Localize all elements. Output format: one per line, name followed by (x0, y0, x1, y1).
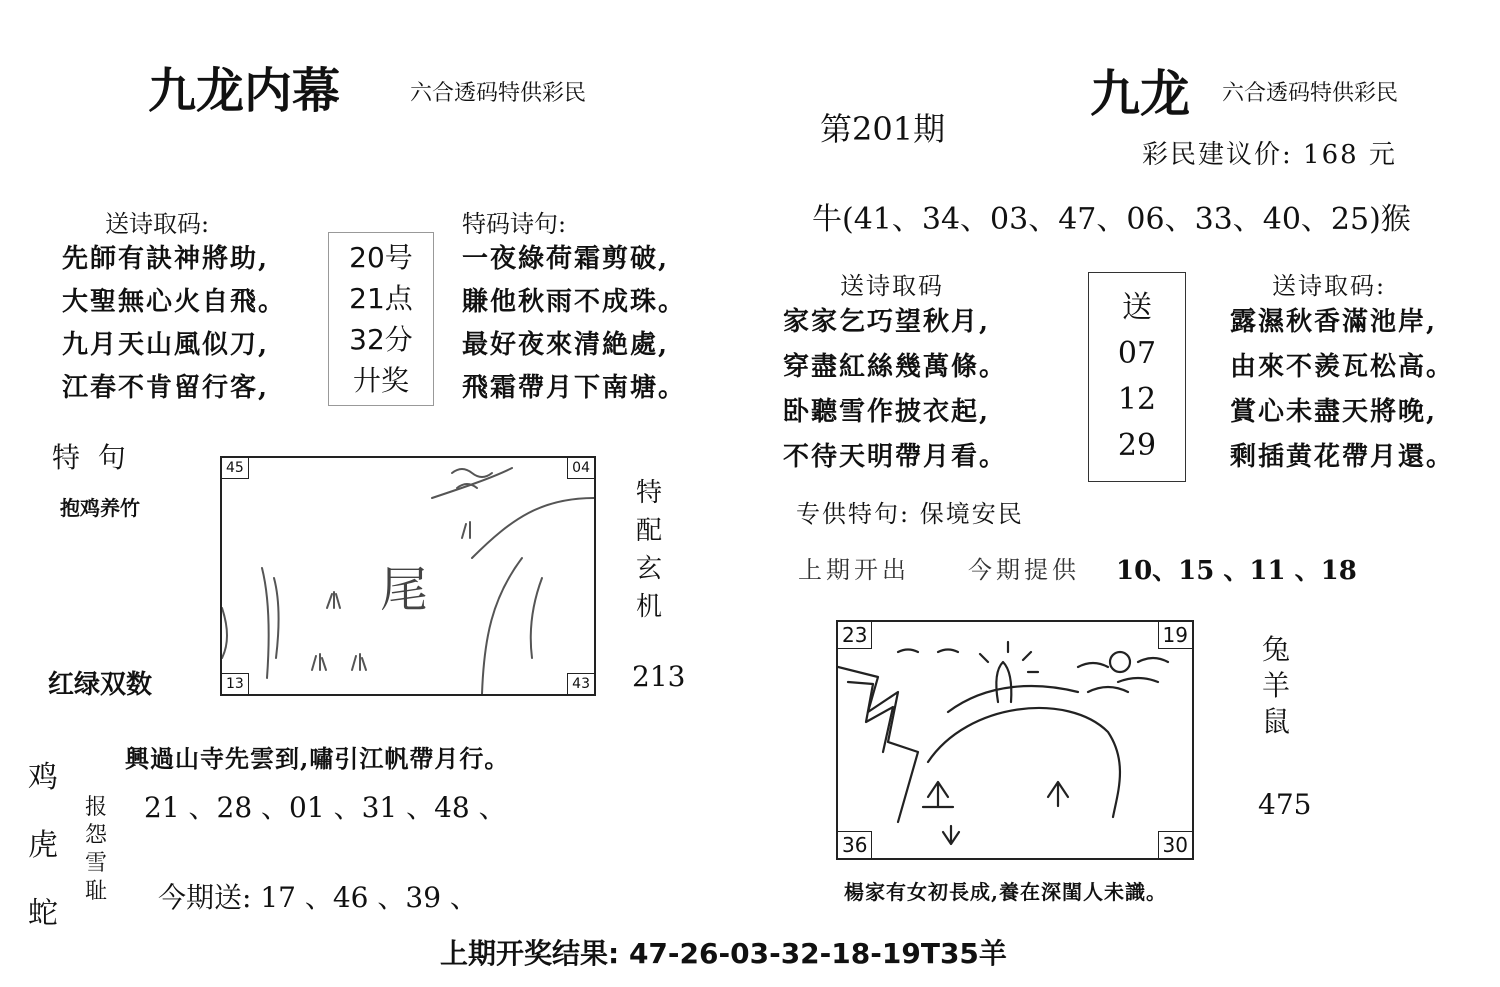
right-title: 九龙 (1090, 64, 1190, 123)
poem-line: 剩插黄花帶月還。 (1230, 442, 1455, 472)
poem-line: 先師有訣神將助, (62, 244, 270, 274)
poem-line: 飛霜帶月下南塘。 (462, 373, 687, 403)
corner-number: 45 (221, 457, 249, 479)
right-last-label: 上期开出 (798, 556, 910, 584)
poem-line: 賞心未盡天將晚, (1230, 397, 1438, 427)
box-line: 送 (1122, 290, 1152, 325)
left-special-poem-label: 特码诗句: (462, 210, 567, 238)
left-sketch-picture (220, 456, 596, 696)
left-special-phrase-label: 特 句 (52, 441, 126, 474)
vertical-char: 耻 (85, 879, 108, 904)
right-today-numbers: 10、15 、11 、18 (1116, 556, 1357, 586)
left-number-box (328, 232, 434, 406)
corner-number: 19 (1158, 621, 1193, 649)
right-number-box (1088, 272, 1186, 482)
poem-line: 由來不羨瓦松高。 (1230, 352, 1455, 382)
box-line: 32分 (349, 323, 413, 356)
vertical-char: 鸡 (28, 760, 58, 795)
left-side-number: 213 (632, 660, 686, 693)
left-subtitle: 六合透码特供彩民 (410, 81, 587, 106)
left-zodiac-vertical (28, 744, 58, 948)
poem-line: 九月天山風似刀, (62, 330, 270, 360)
left-title: 九龙内幕 (148, 63, 341, 119)
right-special-phrase: 专供特句: 保境安民 (796, 500, 1024, 528)
left-color-hint: 红绿双数 (48, 670, 153, 700)
box-line: 廾奖 (352, 364, 409, 397)
footer-last-result: 上期开奖结果: 47-26-03-32-18-19T35羊 (440, 937, 1007, 970)
vertical-char: 羊 (1262, 669, 1291, 702)
right-gift-poem-right (1230, 300, 1454, 480)
left-gift-poem (62, 238, 286, 410)
vertical-char: 雪 (85, 851, 108, 876)
left-side-vertical (636, 474, 662, 626)
corner-number: 36 (837, 831, 872, 859)
vertical-char: 玄 (636, 554, 663, 584)
right-range-line: 牛(41、34、03、47、06、33、40、25)猴 (812, 202, 1411, 237)
left-special-poem (462, 238, 686, 410)
vertical-char: 配 (636, 516, 663, 546)
sketch-drawing (222, 458, 594, 694)
right-side-number: 475 (1258, 788, 1312, 821)
sketch-drawing (838, 622, 1192, 858)
vertical-char: 虎 (28, 828, 58, 863)
box-line: 29 (1117, 428, 1157, 463)
left-special-phrase: 抱鸡养竹 (60, 496, 140, 520)
corner-number: 13 (221, 673, 249, 695)
vertical-char: 特 (636, 478, 663, 508)
poem-line: 江春不肯留行客, (62, 373, 270, 403)
left-report-vertical (85, 794, 107, 906)
right-today-label: 今期提供 (968, 556, 1080, 584)
sketch-center-char: 尾 (380, 562, 429, 618)
corner-number: 23 (837, 621, 872, 649)
box-line: 20号 (349, 241, 413, 274)
issue-number: 第201期 (820, 110, 946, 148)
left-numbers-line: 21 、28 、01 、31 、48 、 (144, 791, 507, 824)
vertical-char: 报 (85, 795, 108, 820)
corner-number: 43 (567, 673, 595, 695)
poem-line: 家家乞巧望秋月, (783, 307, 991, 337)
right-gift-poem-left (783, 300, 1007, 480)
box-line: 12 (1117, 382, 1157, 417)
corner-number: 04 (567, 457, 595, 479)
poem-line: 露濕秋香滿池岸, (1230, 307, 1438, 337)
corner-number: 30 (1158, 831, 1193, 859)
poem-line: 不待天明帶月看。 (783, 442, 1008, 472)
right-subtitle: 六合透码特供彩民 (1222, 81, 1399, 106)
left-today-send: 今期送: 17 、46 、39 、 (158, 881, 478, 914)
poem-line: 最好夜來清絶處, (462, 330, 670, 360)
right-caption: 楊家有女初長成,養在深閨人未識。 (844, 880, 1167, 904)
right-side-vertical (1262, 632, 1290, 740)
poem-line: 卧聽雪作披衣起, (783, 397, 991, 427)
poem-line: 大聖無心火自飛。 (62, 287, 287, 317)
box-line: 21点 (349, 282, 413, 315)
right-gift-poem-label-right: 送诗取码: (1272, 272, 1387, 300)
right-sketch-picture (836, 620, 1194, 860)
vertical-char: 兔 (1262, 633, 1291, 666)
vertical-char: 蛇 (28, 896, 58, 931)
left-gift-poem-label: 送诗取码: (105, 210, 210, 238)
vertical-char: 鼠 (1262, 705, 1291, 738)
poem-line: 穿盡紅絲幾萬條。 (783, 352, 1008, 382)
poem-line: 賺他秋雨不成珠。 (462, 287, 687, 317)
poem-line: 一夜綠荷霜剪破, (462, 244, 670, 274)
vertical-char: 机 (636, 592, 663, 622)
right-price: 彩民建议价: 168 元 (1142, 140, 1397, 170)
vertical-char: 怨 (85, 823, 108, 848)
box-line: 07 (1117, 336, 1157, 371)
left-poem-line: 興過山寺先雲到,嘯引江帆帶月行。 (125, 744, 510, 773)
right-gift-poem-label-left: 送诗取码 (840, 272, 944, 300)
